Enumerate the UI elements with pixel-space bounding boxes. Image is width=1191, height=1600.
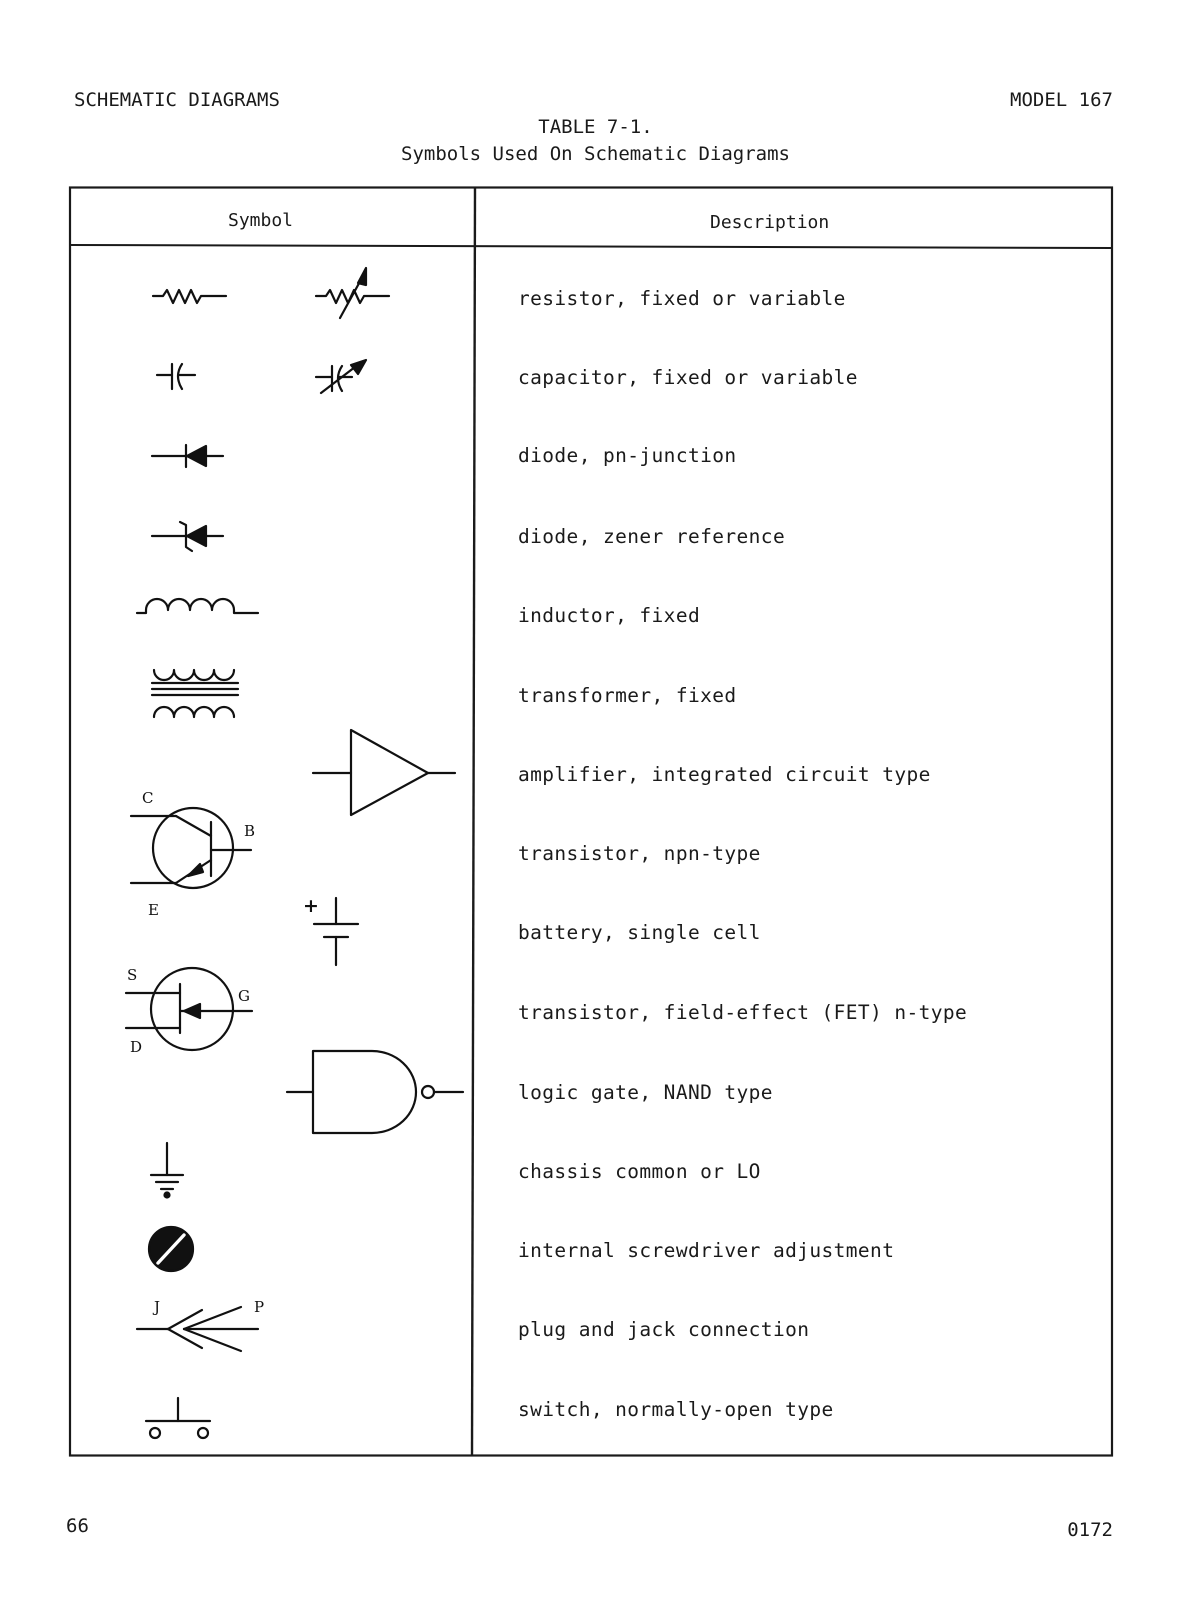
inductor-icon [137,599,258,613]
description-amplifier: amplifier, integrated circuit type [518,763,931,786]
document-code: 0172 [1067,1519,1113,1541]
variable-resistor-icon [316,268,389,318]
diode-icon [152,445,223,467]
description-diode: diode, pn-junction [518,444,737,467]
variable-capacitor-icon [316,360,366,393]
nand-gate-icon [287,1051,463,1133]
amplifier-icon [313,730,455,815]
description-zener-diode: diode, zener reference [518,525,786,548]
description-plug-jack: plug and jack connection [518,1318,810,1341]
npn-collector-label: C [142,789,154,807]
chassis-ground-icon [151,1143,183,1198]
header-left: SCHEMATIC DIAGRAMS [74,89,280,111]
description-fet-transistor: transistor, field-effect (FET) n-type [518,1001,968,1024]
plug-label: P [254,1298,265,1316]
battery-icon [314,898,358,965]
npn-emitter-label: E [148,901,159,919]
resistor-icon [153,290,226,303]
description-screwdriver-adjust: internal screwdriver adjustment [518,1239,895,1262]
jack-label: J [154,1298,161,1316]
description-nand-gate: logic gate, NAND type [518,1081,773,1104]
description-npn-transistor: transistor, npn-type [518,842,761,865]
description-transformer: transformer, fixed [518,684,737,707]
battery-plus-label: + [303,895,319,917]
capacitor-icon [157,364,195,389]
fet-transistor-icon [126,968,252,1050]
table-number: TABLE 7-1. [538,116,653,138]
description-switch: switch, normally-open type [518,1398,834,1421]
header-right: MODEL 167 [1010,89,1113,111]
transformer-icon [152,670,238,717]
description-chassis-ground: chassis common or LO [518,1160,761,1183]
description-resistor: resistor, fixed or variable [518,287,846,310]
npn-transistor-icon [131,808,251,888]
page-number: 66 [66,1515,89,1537]
table-title: Symbols Used On Schematic Diagrams [401,143,790,165]
column-header-description: Description [710,212,830,233]
fet-drain-label: D [130,1038,143,1056]
fet-gate-label: G [238,987,250,1005]
description-battery: battery, single cell [518,921,761,944]
zener-diode-icon [152,522,223,551]
switch-no-icon [146,1398,210,1438]
npn-base-label: B [244,822,256,840]
fet-source-label: S [127,966,138,984]
screwdriver-adjust-icon [149,1227,193,1271]
description-capacitor: capacitor, fixed or variable [518,366,858,389]
column-header-symbol: Symbol [228,210,294,231]
description-inductor: inductor, fixed [518,604,701,627]
